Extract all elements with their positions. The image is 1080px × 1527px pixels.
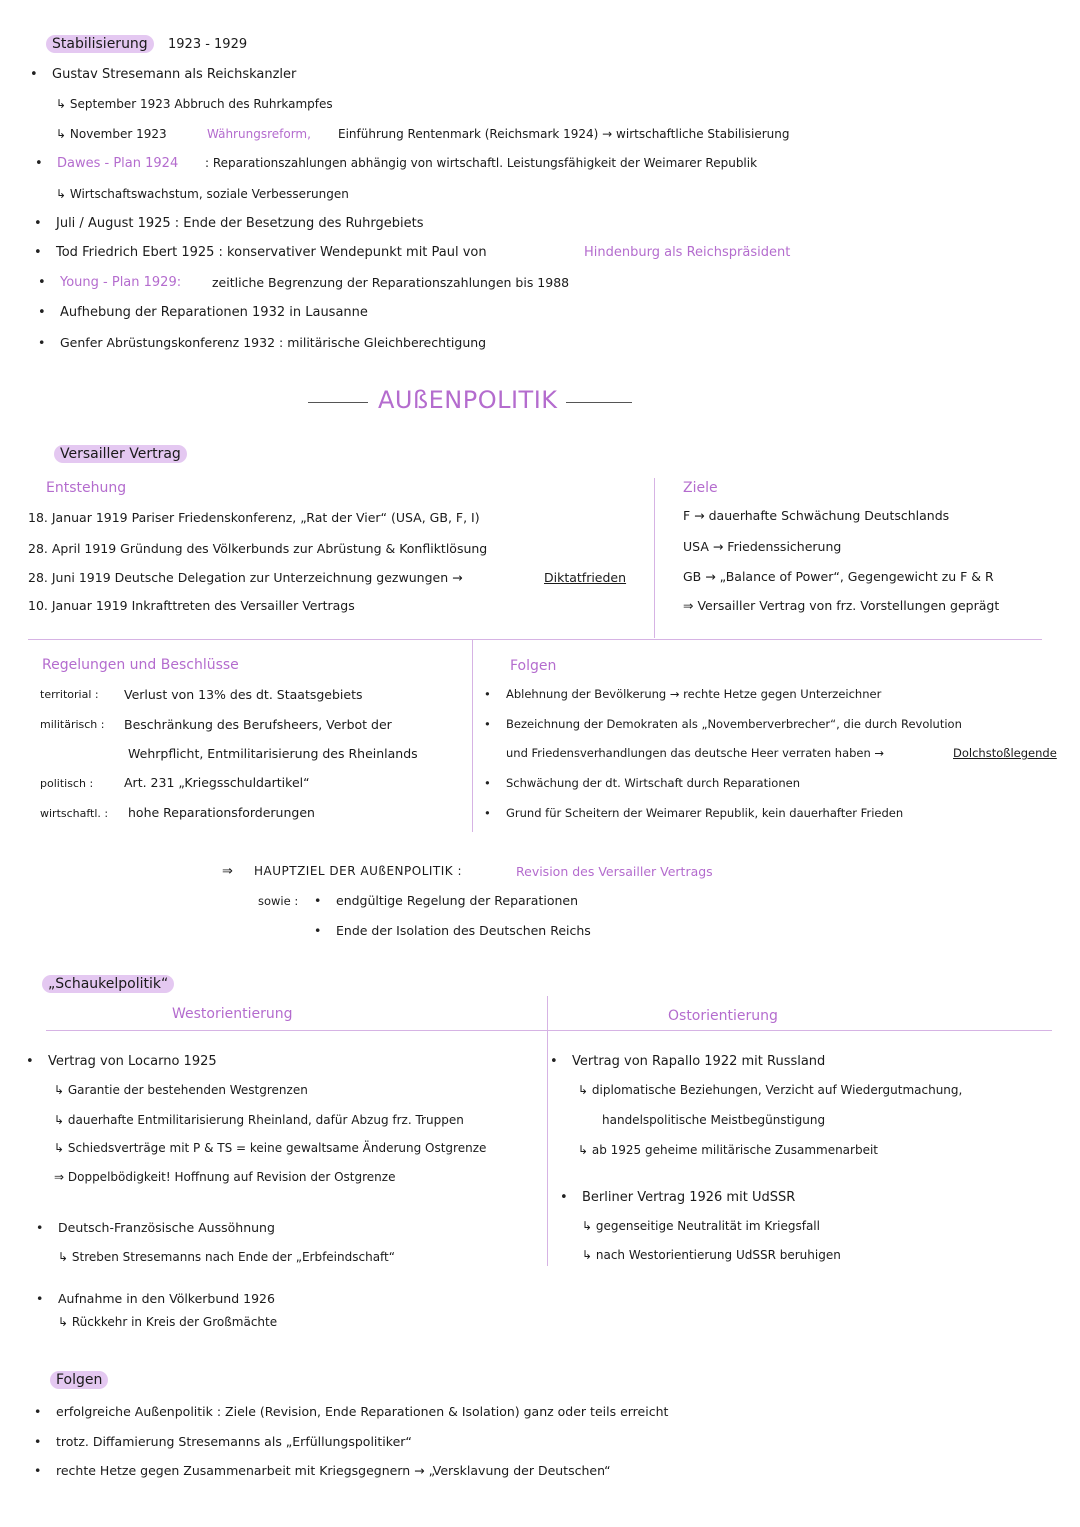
divider: [547, 996, 548, 1266]
list-item: ⇒ Versailler Vertrag von frz. Vorstellungen geprägt: [683, 598, 1000, 613]
title-rule-left: [308, 402, 368, 403]
list-item: • Berliner Vertrag 1926 mit UdSSR: [582, 1190, 795, 1205]
list-item: • Aufhebung der Reparationen 1932 in Lausanne: [60, 305, 368, 320]
list-item: • Schwächung der dt. Wirtschaft durch Reparationen: [506, 776, 800, 790]
dolchstosslegende-text: Dolchstoßlegende: [953, 746, 1057, 760]
list-item: • erfolgreiche Außenpolitik : Ziele (Revision, Ende Reparationen & Isolation) ganz oder teils erreicht: [56, 1404, 668, 1419]
schaukelpolitik-label: „Schaukelpolitik“: [42, 975, 174, 993]
hindenburg-text: Hindenburg als Reichspräsident: [584, 245, 791, 260]
list-item: zeitliche Begrenzung der Reparationszahlungen bis 1988: [212, 275, 570, 290]
list-item: GB → „Balance of Power“, Gegengewicht zu F & R: [683, 569, 994, 584]
list-item: ↳ diplomatische Beziehungen, Verzicht auf Wiedergutmachung,: [578, 1083, 963, 1097]
regelung-value: hohe Reparationsforderungen: [128, 805, 315, 820]
list-item: • Vertrag von Locarno 1925: [48, 1054, 217, 1069]
list-item: ↳ Wirtschaftswachstum, soziale Verbesserungen: [56, 187, 349, 201]
dawes-plan-label: • Dawes - Plan 1924: [57, 156, 178, 171]
list-item: ↳ Streben Stresemanns nach Ende der „Erbfeindschaft“: [58, 1250, 395, 1264]
list-item: ⇒ Doppelbödigkeit! Hoffnung auf Revision der Ostgrenze: [54, 1170, 396, 1184]
entstehung-title: Entstehung: [46, 480, 127, 496]
list-item: • rechte Hetze gegen Zusammenarbeit mit Kriegsgegnern → „Versklavung der Deutschen“: [56, 1463, 611, 1478]
ziele-title: Ziele: [683, 480, 718, 496]
regelung-key: politisch :: [40, 777, 94, 790]
list-item: • Tod Friedrich Ebert 1925 : konservativer Wendepunkt mit Paul von: [56, 245, 487, 260]
ostorientierung-title: Ostorientierung: [668, 1008, 778, 1024]
list-item: : Reparationszahlungen abhängig von wirtschaftl. Leistungsfähigkeit der Weimarer Republik: [205, 156, 758, 170]
regelung-value: Art. 231 „Kriegsschuldartikel“: [124, 775, 310, 790]
list-item: • Ablehnung der Bevölkerung → rechte Hetze gegen Unterzeichner: [506, 687, 881, 701]
diktatfrieden-text: Diktatfrieden: [544, 570, 627, 585]
divider: [472, 640, 473, 832]
hauptziel-label: HAUPTZIEL DER AUßENPOLITIK :: [254, 864, 463, 878]
list-item: ↳ September 1923 Abbruch des Ruhrkampfes: [56, 97, 333, 111]
list-item: • Gustav Stresemann als Reichskanzler: [52, 67, 296, 82]
list-item: ↳ nach Westorientierung UdSSR beruhigen: [582, 1248, 841, 1262]
regelung-value: Wehrpflicht, Entmilitarisierung des Rheinlands: [128, 746, 418, 761]
hauptziel-value: Revision des Versailler Vertrags: [516, 864, 713, 879]
list-item: • Grund für Scheitern der Weimarer Republik, kein dauerhafter Frieden: [506, 806, 903, 820]
list-item: ↳ ab 1925 geheime militärische Zusammenarbeit: [578, 1143, 879, 1157]
regelungen-title: Regelungen und Beschlüsse: [42, 657, 239, 673]
title-rule-right: [566, 402, 632, 403]
list-item: • Deutsch-Französische Aussöhnung: [58, 1220, 275, 1235]
list-item: ↳ Rückkehr in Kreis der Großmächte: [58, 1315, 278, 1329]
sowie-label: sowie :: [258, 894, 299, 908]
list-item: • Juli / August 1925 : Ende der Besetzung des Ruhrgebiets: [56, 216, 424, 231]
folgen-label: Folgen: [50, 1371, 108, 1389]
list-item: F → dauerhafte Schwächung Deutschlands: [683, 508, 950, 523]
folgen-title: Folgen: [510, 658, 557, 674]
stabilisierung-years: 1923 - 1929: [168, 37, 248, 52]
divider: [28, 639, 1042, 640]
list-item: 10. Januar 1919 Inkrafttreten des Versailler Vertrags: [28, 598, 355, 613]
list-item: ↳ dauerhafte Entmilitarisierung Rheinland, dafür Abzug frz. Truppen: [54, 1113, 464, 1127]
regelung-value: Beschränkung des Berufsheers, Verbot der: [124, 717, 392, 732]
list-item: und Friedensverhandlungen das deutsche Heer verraten haben →: [506, 746, 885, 760]
stabilisierung-label: Stabilisierung: [46, 35, 154, 53]
westorientierung-title: Westorientierung: [172, 1006, 293, 1022]
list-item: handelspolitische Meistbegünstigung: [602, 1113, 826, 1127]
page-title: AUßENPOLITIK: [378, 386, 558, 414]
list-item: ↳ Schiedsverträge mit P & TS = keine gewaltsame Änderung Ostgrenze: [54, 1141, 487, 1155]
list-item: ↳ gegenseitige Neutralität im Kriegsfall: [582, 1219, 820, 1233]
list-item: • Genfer Abrüstungskonferenz 1932 : militärische Gleichberechtigung: [60, 335, 486, 350]
list-item: ↳ Garantie der bestehenden Westgrenzen: [54, 1083, 308, 1097]
list-item: USA → Friedenssicherung: [683, 539, 842, 554]
list-item: 28. Juni 1919 Deutsche Delegation zur Unterzeichnung gezwungen →: [28, 570, 463, 585]
list-item: • Ende der Isolation des Deutschen Reichs: [336, 923, 591, 938]
regelung-value: Verlust von 13% des dt. Staatsgebiets: [124, 687, 363, 702]
regelung-key: wirtschaftl. :: [40, 807, 109, 820]
list-item: • Bezeichnung der Demokraten als „Novemberverbrecher“, die durch Revolution: [506, 717, 962, 731]
list-item: 18. Januar 1919 Pariser Friedenskonferenz, „Rat der Vier“ (USA, GB, F, I): [28, 510, 480, 525]
waehrungsreform-text: Währungsreform,: [207, 127, 311, 141]
versailler-vertrag-label: Versailler Vertrag: [54, 445, 187, 463]
list-item: • Vertrag von Rapallo 1922 mit Russland: [572, 1054, 825, 1069]
young-plan-label: • Young - Plan 1929:: [60, 275, 181, 290]
list-item: • endgültige Regelung der Reparationen: [336, 893, 578, 908]
divider: [654, 478, 655, 638]
arrow-icon: ⇒: [222, 864, 233, 879]
divider: [46, 1030, 1052, 1031]
list-item: ↳ November 1923: [56, 127, 167, 141]
list-item: 28. April 1919 Gründung des Völkerbunds zur Abrüstung & Konfliktlösung: [28, 541, 488, 556]
list-item: Einführung Rentenmark (Reichsmark 1924) → wirtschaftliche Stabilisierung: [338, 127, 790, 141]
regelung-key: militärisch :: [40, 718, 105, 731]
list-item: • trotz. Diffamierung Stresemanns als „Erfüllungspolitiker“: [56, 1434, 412, 1449]
list-item: • Aufnahme in den Völkerbund 1926: [58, 1291, 275, 1306]
regelung-key: territorial :: [40, 688, 99, 701]
